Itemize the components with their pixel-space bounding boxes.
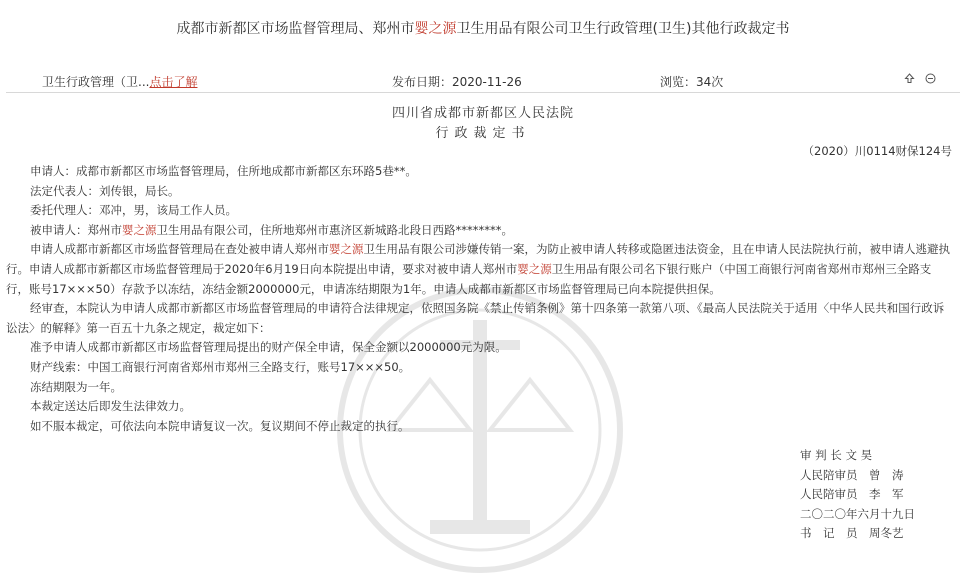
paragraph-text: 冻结期限为一年。 [30,379,122,394]
document-body [6,162,952,436]
paragraph-text: 卫生用品有限公司涉嫌传销一案，为防止被申请人转移或隐匿违法资金，且在申请人民法院执行前，被申请人逃避执行。申请人成都市新都区市场监督管理局于2020年6月19日向本院提出申请，要求对被申请人郑州市 [6,242,950,276]
paragraph-text: 财产线索：中国工商银行河南省郑州市郑州三全路支行，账号17×××50。 [30,359,411,374]
paragraph [6,240,952,299]
paragraph-text: 卫生用品有限公司，住所地郑州市惠济区新城路北段日西路********。 [156,222,513,237]
highlighted-term: 婴之源 [517,261,552,276]
paragraph [6,221,952,241]
case-number: （2020）川0114财保124号 [802,144,952,158]
category-learn-more-link[interactable]: 点击了解 [149,75,198,89]
minus-icon[interactable] [924,73,938,87]
clerk: 书 记 员 周冬艺 [800,526,904,541]
title-suffix: 卫生用品有限公司卫生行政管理(卫生)其他行政裁定书 [456,21,790,37]
document-title [0,18,966,38]
meta-actions [902,73,942,87]
paragraph-text: 准予申请人成都市新都区市场监督管理局提出的财产保全申请，保全金额以2000000元为限。 [30,340,507,355]
paragraph [6,358,952,378]
court-name: 四川省成都市新都区人民法院 [391,106,574,121]
publish-date: 发布日期：2020-11-26 [392,75,522,89]
paragraph-text: 法定代表人：刘传银，局长。 [30,183,180,198]
paragraph [6,378,952,398]
category-label: 卫生行政管理（卫... [42,75,150,89]
paragraph [6,338,952,358]
category [42,73,197,90]
paragraph-text: 如不服本裁定，可依法向本院申请复议一次。复议期间不停止裁定的执行。 [30,418,410,433]
paragraph-text: 申请人：成都市新都区市场监督管理局，住所地成都市新都区东环路5巷**。 [30,164,417,178]
paragraph-text: 申请人成都市新都区市场监督管理局在查处被申请人郑州市 [30,242,329,257]
people-juror-1: 人民陪审员 曾 涛 [800,467,904,482]
meta-bar [0,73,966,91]
paragraph [6,397,952,417]
document-type: 行政裁定书 [435,126,531,141]
divider [6,92,960,93]
upload-icon[interactable] [902,73,916,87]
ruling-date: 二〇二〇年六月十九日 [800,506,915,521]
people-juror-2: 人民陪审员 李 军 [800,487,904,502]
signature-block [800,446,930,544]
highlighted-term: 婴之源 [329,242,364,257]
paragraph [6,299,952,338]
paragraph-text: 卫生用品有限公司名下银行账户（中国工商银行河南省郑州市郑州三全路支行，账号17×××50）存款予以冻结，冻结金额2000000元，申请冻结期限为1年。申请人成都市新都区市场监督管理局已向本院提供担保。 [6,261,932,296]
view-count: 浏览：34次 [660,75,724,89]
paragraph [6,201,952,221]
paragraph-text: 委托代理人：邓冲，男，该局工作人员。 [30,203,237,218]
paragraph [6,417,952,437]
paragraph-text: 经审查，本院认为申请人成都市新都区市场监督管理局的申请符合法律规定，依照国务院《禁止传销条例》第十四条第一款第八项、《最高人民法院关于适用〈中华人民共和国行政诉讼法〉的解释》第一百五十九条之规定，裁定如下： [6,301,945,335]
chief-judge: 审 判 长 文 昊 [800,448,873,462]
title-highlight: 婴之源 [414,21,457,37]
paragraph-text: 被申请人：郑州市 [30,222,122,237]
paragraph [6,182,952,202]
paragraph-text: 本裁定送达后即发生法律效力。 [30,399,191,414]
highlighted-term: 婴之源 [122,222,157,237]
title-prefix: 成都市新都区市场监督管理局、郑州市 [176,21,415,37]
paragraph [6,162,952,182]
